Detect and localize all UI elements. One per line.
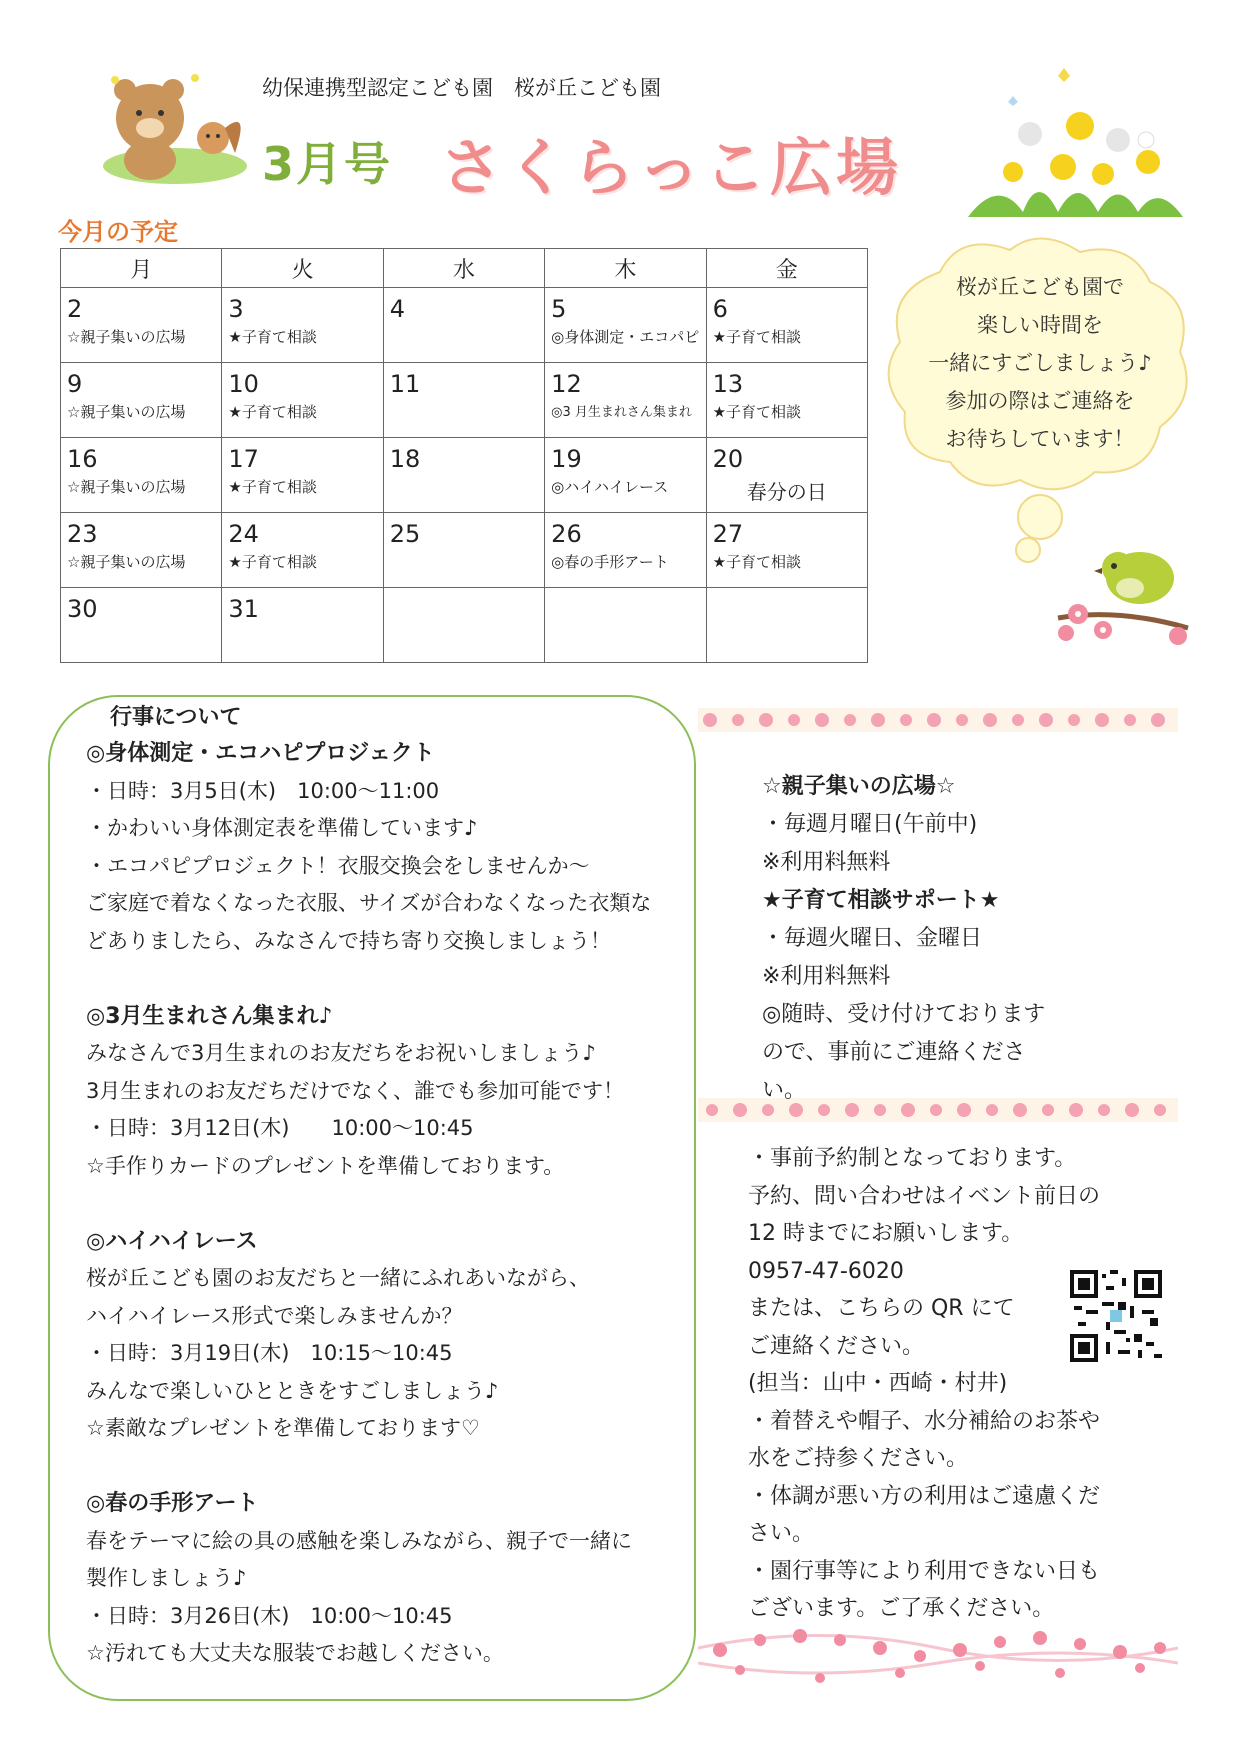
calendar-cell [706,513,867,588]
note-line: 水をご持参ください。 [748,1446,969,1471]
bubble-line: 楽しい時間を [977,313,1103,337]
event-title: ◎ハイハイレース [86,1228,258,1254]
cell-event: ☆親子集いの広場 [67,553,186,571]
events-content [86,735,686,1673]
event-line: ☆素敵なプレゼントを準備しております♡ [86,1416,480,1440]
dandelion-illustration [968,62,1183,222]
event-line: ・日時：3月19日(木) 10:15～10:45 [86,1341,453,1365]
event-line: ・日時：3月26日(木) 10:00～10:45 [86,1603,453,1628]
event-title: ◎3月生まれさん集まれ♪ [86,1003,333,1029]
bubble-line: 参加の際はご連絡を [945,389,1135,413]
service-line: ◎随時、受け付けております [762,1002,1046,1027]
cell-event: ◎ハイハイレース [551,478,669,496]
calendar-cell [61,288,222,363]
event-line: ご家庭で着なくなった衣服、サイズが合わなくなった衣類な [86,891,652,915]
event-line: ・日時：3月5日(木) 10:00～11:00 [86,778,440,803]
service-line: ・毎週火曜日、金曜日 [762,926,983,951]
note-line: (担当：山中・西崎・村井) [748,1371,1008,1396]
calendar-week-row [61,513,868,588]
calendar-table [60,248,868,663]
calendar-cell [383,363,544,438]
cell-event: ★子育て相談 [712,328,802,346]
calendar-cell [61,438,222,513]
event-line: 春をテーマに絵の具の感触を楽しみながら、親子で一緒に [86,1528,632,1553]
day-header: 火 [222,249,383,288]
bubble-line: 一緒にすごしましょう♪ [928,351,1152,375]
calendar-cell [706,363,867,438]
calendar-week-row [61,363,868,438]
note-line: ・着替えや帽子、水分補給のお茶や [748,1408,1101,1434]
service-line: ・毎週月曜日(午前中) [762,812,978,837]
events-heading: 行事について [110,705,242,730]
calendar-cell [706,438,867,513]
cell-event: ☆親子集いの広場 [67,328,186,346]
note-line: ・事前予約制となっております。 [748,1146,1077,1171]
plum-blossom-border [698,1618,1178,1688]
calendar-week-row [61,288,868,363]
calendar-cell [222,513,383,588]
date-number: 30 [67,595,98,623]
date-number: 27 [712,520,744,548]
date-number [551,592,699,626]
cell-event: ★子育て相談 [228,478,317,496]
event-line: みんなで楽しいひとときをすごしましょう♪ [86,1378,499,1403]
bubble-message [885,268,1195,458]
event-title: ◎春の手形アート [86,1491,259,1516]
calendar-cell [222,288,383,363]
day-header: 木 [545,249,706,288]
date-number [713,592,861,626]
calendar-cell [383,438,544,513]
event-line: ・エコパピプロジェクト！衣服交換会をしませんか～ [86,853,590,878]
event-line: どありましたら、みなさんで持ち寄り交換しましょう！ [86,928,611,953]
date-number: 3 [228,295,244,323]
day-header: 金 [706,249,867,288]
soudan-title: ★子育て相談サポート★ [762,888,1000,913]
cell-event: ★子育て相談 [712,553,802,571]
event-line: 製作しましょう♪ [86,1566,247,1590]
date-number: 17 [228,445,259,473]
bubble-line: 桜が丘こども園で [956,275,1124,299]
cell-event: ◎3 月生まれさん集まれ [551,405,692,420]
date-number: 12 [551,370,582,398]
date-number: 13 [712,370,744,398]
event-line: ・かわいい身体測定表を準備しています♪ [86,816,478,840]
cell-event: ☆親子集いの広場 [67,478,186,496]
notes-info [748,1140,1138,1628]
cell-event: ◎春の手形アート [551,553,669,571]
plum-blossom-border [698,700,1178,740]
calendar-cell [706,288,867,363]
event-line: 3月生まれのお友だちだけでなく、誰でも参加可能です！ [86,1078,624,1103]
hiroba-title: ☆親子集いの広場☆ [762,774,956,799]
event-line: 桜が丘こども園のお友だちと一緒にふれあいながら、 [86,1266,590,1290]
note-line: ・体調が悪い方の利用はご遠慮くだ [748,1483,1101,1509]
newsletter-title: さくらっこ広場 [440,131,903,204]
date-number: 10 [228,370,259,398]
calendar-cell [222,363,383,438]
note-line: さい。 [748,1521,815,1546]
calendar-header-row [61,249,868,288]
event-line: ・日時：3月12日(木) 10:00～10:45 [86,1116,474,1140]
calendar-cell [383,513,544,588]
bird-on-plum-branch-illustration [1048,538,1198,648]
date-number: 9 [67,370,83,398]
phone-number: 0957-47-6020 [748,1258,904,1284]
date-number: 16 [67,445,98,473]
bubble-line: お待ちしています！ [945,427,1135,451]
cell-event: ★子育て相談 [228,403,317,421]
calendar-cell [545,288,706,363]
cell-event: ★子育て相談 [712,403,802,421]
event-title: ◎身体測定・エコハピプロジェクト [86,741,435,766]
date-number: 4 [389,295,406,323]
date-number [390,592,538,626]
calendar-cell [222,438,383,513]
services-info [762,768,1062,1110]
calendar-week-row [61,588,868,663]
bear-squirrel-illustration [95,68,255,188]
date-number: 25 [389,520,421,548]
cell-event: ★子育て相談 [228,553,317,571]
date-number: 26 [551,520,582,548]
calendar-cell [61,513,222,588]
calendar-cell [706,588,867,663]
issue-label: 3月号 [262,137,393,191]
schedule-title: 今月の予定 [58,218,178,246]
date-number: 5 [551,295,567,323]
date-number: 24 [228,520,259,548]
date-number: 19 [551,445,582,473]
service-line: ※利用料無料 [762,850,891,875]
date-number: 20 [712,445,744,473]
qr-code[interactable] [1070,1270,1162,1362]
calendar-cell [61,363,222,438]
calendar-cell [545,363,706,438]
note-line: ・園行事等により利用できない日も [748,1558,1101,1584]
calendar-week-row [61,438,868,513]
date-number: 31 [228,595,259,623]
calendar-cell [61,588,222,663]
date-number: 2 [67,295,83,323]
cell-event: ★子育て相談 [228,328,317,346]
day-header: 月 [61,249,222,288]
event-line: ハイハイレース形式で楽しみませんか？ [86,1303,463,1328]
calendar-cell [545,588,706,663]
school-name: 幼保連携型認定こども園 桜が丘こども園 [262,76,661,100]
holiday-label: 春分の日 [746,480,827,504]
calendar-cell [222,588,383,663]
date-number: 6 [712,295,728,323]
note-line: ございます。ご了承ください。 [748,1596,1055,1621]
service-line: ※利用料無料 [762,964,891,989]
calendar-cell [383,588,544,663]
date-number: 18 [389,445,421,473]
cell-event: ◎身体測定・エコパピ [551,328,700,346]
note-line: 12 時までにお願いします。 [748,1221,1024,1246]
date-number: 11 [389,370,421,398]
date-number: 23 [67,520,98,548]
day-header: 水 [383,249,544,288]
event-line: みなさんで3月生まれのお友だちをお祝いしましょう♪ [86,1041,596,1065]
service-line: ので、事前にご連絡ください。 [762,1040,1026,1103]
calendar-cell [383,288,544,363]
calendar-cell [545,438,706,513]
cell-event: ☆親子集いの広場 [67,403,186,421]
event-line: ☆汚れても大丈夫な服装でお越しください。 [86,1641,504,1665]
note-line: 予約、問い合わせはイベント前日の [748,1183,1101,1209]
note-line: ご連絡ください。 [748,1333,925,1359]
note-line: または、こちらの QR にて [748,1296,1015,1321]
event-line: ☆手作りカードのプレゼントを準備しております。 [86,1153,565,1178]
calendar-cell [545,513,706,588]
